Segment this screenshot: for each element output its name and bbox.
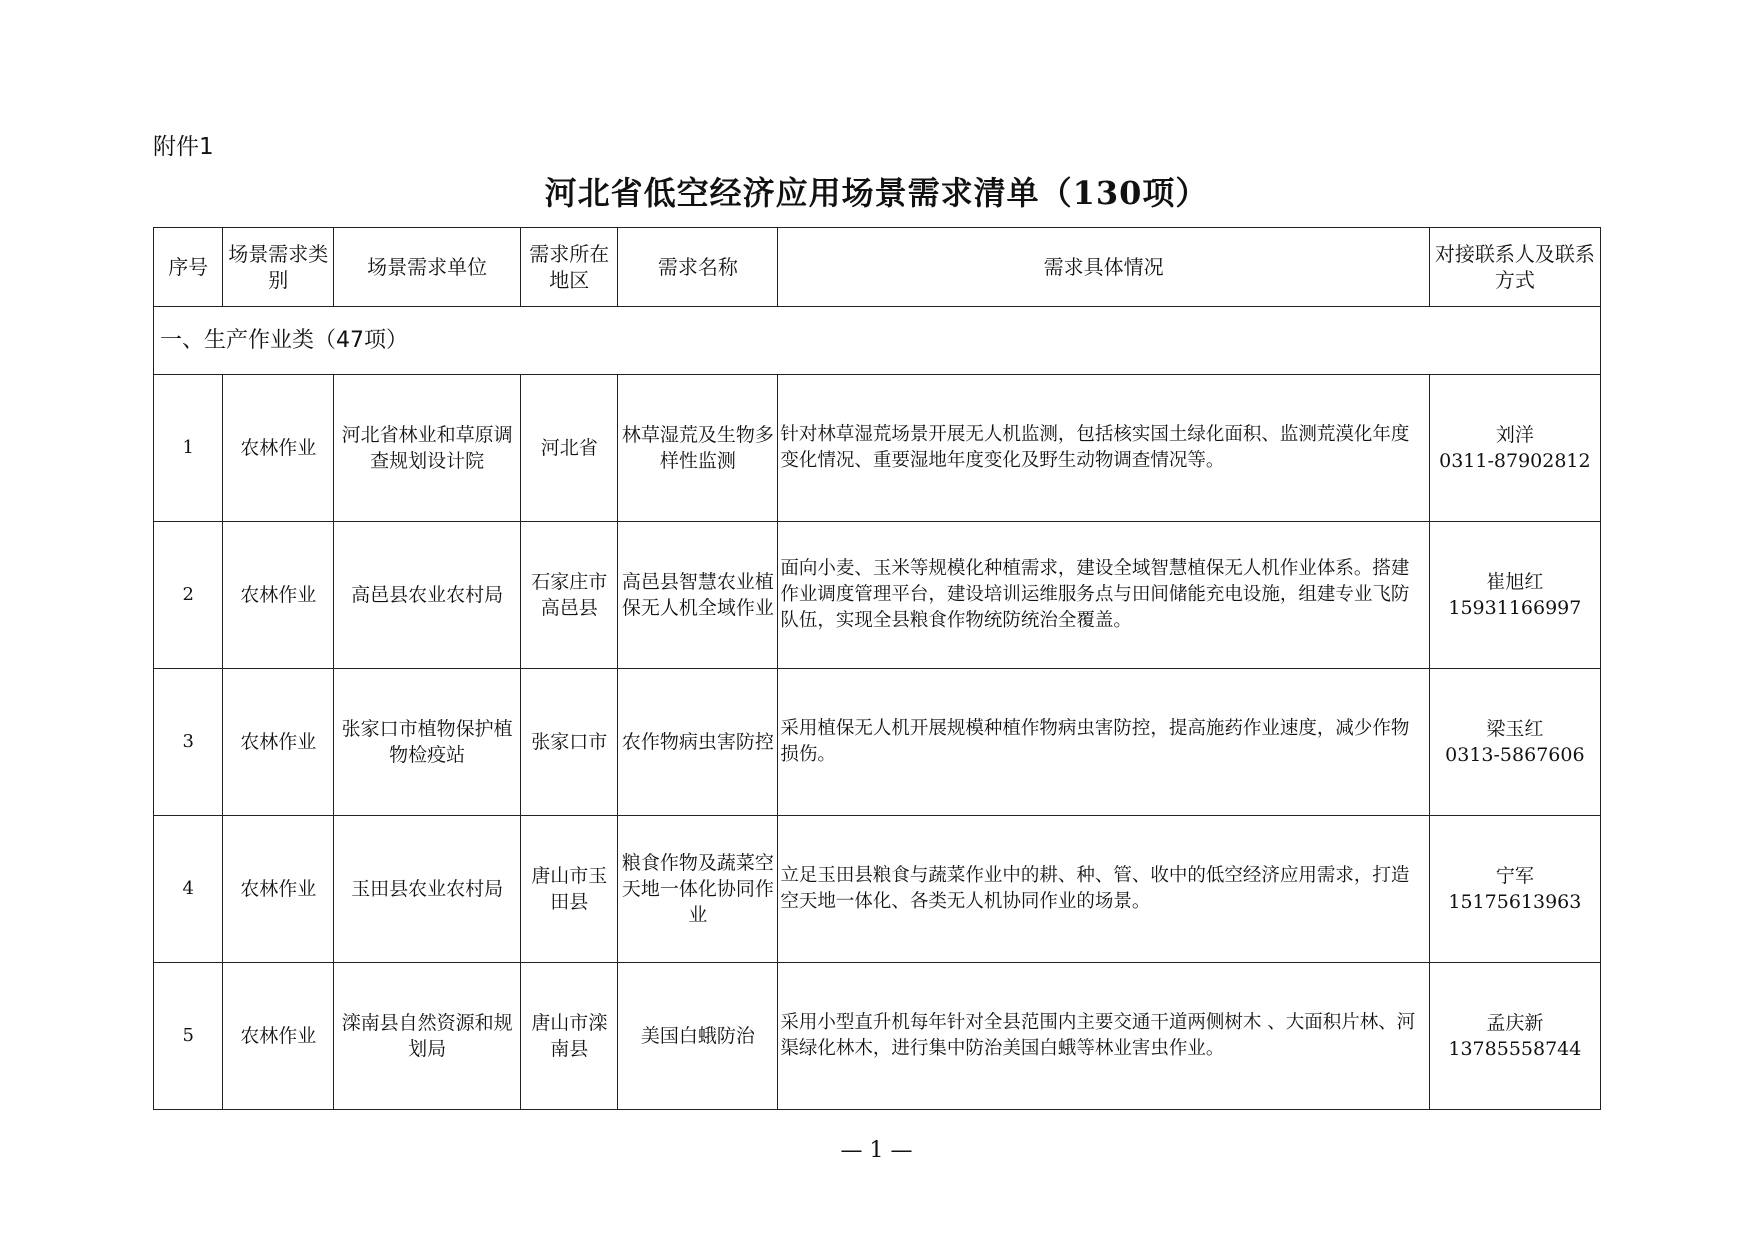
cell-seq: 4 [154,816,223,963]
table-row [154,963,1601,1110]
cell-category: 农林作业 [223,375,334,522]
header-name: 需求名称 [618,228,778,307]
cell-detail: 立足玉田县粮食与蔬菜作业中的耕、种、管、收中的低空经济应用需求，打造空天地一体化、各类无人机协同作业的场景。 [778,816,1429,963]
cell-unit: 玉田县农业农村局 [334,816,521,963]
cell-name: 高邑县智慧农业植保无人机全域作业 [618,522,778,669]
cell-detail: 采用植保无人机开展规模种植作物病虫害防控，提高施药作业速度，减少作物损伤。 [778,669,1429,816]
header-region: 需求所在地区 [521,228,618,307]
cell-region: 石家庄市高邑县 [521,522,618,669]
table-header-row [154,228,1601,307]
cell-detail: 面向小麦、玉米等规模化种植需求，建设全域智慧植保无人机作业体系。搭建作业调度管理平台，建设培训运维服务点与田间储能充电设施，组建专业飞防队伍，实现全县粮食作物统防统治全覆盖。 [778,522,1429,669]
cell-contact [1429,375,1600,522]
contact-name: 孟庆新 [1486,1012,1544,1034]
table-row [154,669,1601,816]
cell-category: 农林作业 [223,669,334,816]
cell-seq: 3 [154,669,223,816]
contact-phone: 0313-5867606 [1445,744,1585,766]
page-number: — 1 — [840,1138,913,1163]
contact-name: 刘洋 [1495,424,1534,446]
cell-unit: 滦南县自然资源和规划局 [334,963,521,1110]
cell-unit: 河北省林业和草原调查规划设计院 [334,375,521,522]
cell-contact [1429,963,1600,1110]
header-detail: 需求具体情况 [778,228,1429,307]
section-row [154,307,1601,375]
contact-phone: 0311-87902812 [1439,450,1591,472]
cell-name: 农作物病虫害防控 [618,669,778,816]
cell-seq: 2 [154,522,223,669]
cell-category: 农林作业 [223,522,334,669]
cell-region: 唐山市玉田县 [521,816,618,963]
header-unit: 场景需求单位 [334,228,521,307]
contact-phone: 15931166997 [1448,597,1582,619]
table-row [154,522,1601,669]
section-title: 一、生产作业类（47项） [154,307,1601,375]
requirements-table [153,227,1601,1110]
table-row [154,375,1601,522]
cell-seq: 1 [154,375,223,522]
cell-contact [1429,816,1600,963]
header-contact: 对接联系人及联系方式 [1429,228,1600,307]
cell-unit: 高邑县农业农村局 [334,522,521,669]
contact-name: 宁军 [1495,865,1534,887]
cell-region: 张家口市 [521,669,618,816]
cell-contact [1429,522,1600,669]
cell-name: 美国白蛾防治 [618,963,778,1110]
table-row [154,816,1601,963]
cell-name: 林草湿荒及生物多样性监测 [618,375,778,522]
contact-name: 崔旭红 [1486,571,1544,593]
document-title: 河北省低空经济应用场景需求清单（130项） [544,174,1209,212]
cell-category: 农林作业 [223,963,334,1110]
header-seq: 序号 [154,228,223,307]
contact-phone: 15175613963 [1448,891,1582,913]
cell-region: 河北省 [521,375,618,522]
cell-detail: 采用小型直升机每年针对全县范围内主要交通干道两侧树木 、大面积片林、河渠绿化林木，进行集中防治美国白蛾等林业害虫作业。 [778,963,1429,1110]
cell-category: 农林作业 [223,816,334,963]
cell-detail: 针对林草湿荒场景开展无人机监测，包括核实国土绿化面积、监测荒漠化年度变化情况、重要湿地年度变化及野生动物调查情况等。 [778,375,1429,522]
attachment-label: 附件1 [153,134,214,160]
cell-region: 唐山市滦南县 [521,963,618,1110]
contact-phone: 13785558744 [1448,1038,1582,1060]
header-category: 场景需求类别 [223,228,334,307]
cell-unit: 张家口市植物保护植物检疫站 [334,669,521,816]
cell-contact [1429,669,1600,816]
cell-seq: 5 [154,963,223,1110]
cell-name: 粮食作物及蔬菜空天地一体化协同作业 [618,816,778,963]
contact-name: 梁玉红 [1486,718,1544,740]
